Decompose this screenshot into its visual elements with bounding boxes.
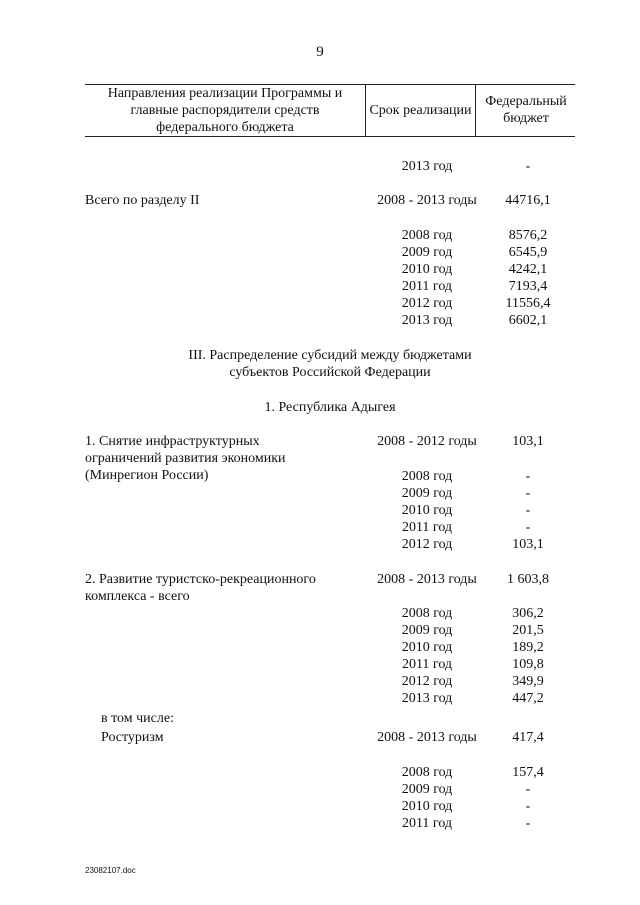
- period-cell: 2011 год: [401, 816, 453, 831]
- value-cell: 103,1: [512, 434, 544, 449]
- value-cell: 447,2: [512, 691, 544, 706]
- value-cell: 4242,1: [508, 262, 548, 277]
- value-cell: 417,4: [512, 730, 544, 745]
- period-cell: 2008 - 2012 годы: [377, 434, 477, 449]
- value-cell: -: [525, 469, 531, 484]
- file-name-footer: 23082107.doc: [85, 866, 136, 875]
- column-header-period: Срок реализации: [369, 102, 472, 118]
- value-cell: 157,4: [512, 765, 544, 780]
- period-cell: 2013 год: [401, 313, 453, 328]
- value-cell: 103,1: [512, 537, 544, 552]
- value-cell: -: [525, 503, 531, 518]
- period-cell: 2009 год: [401, 782, 453, 797]
- section-title: III. Распределение субсидий между бюджетами субъектов Российской Федерации: [188, 348, 472, 380]
- row-label-including: в том числе:: [101, 711, 174, 726]
- page-number: 9: [316, 44, 324, 60]
- period-cell: 2008 год: [401, 469, 453, 484]
- period-cell: 2012 год: [401, 537, 453, 552]
- row-label-tourism: 2. Развитие туристско-рекреационного комплекса - всего: [85, 572, 316, 604]
- value-cell: 11556,4: [505, 296, 551, 311]
- period-cell: 2008 год: [401, 765, 453, 780]
- period-cell: 2008 - 2013 годы: [377, 572, 477, 587]
- value-cell: -: [525, 782, 531, 797]
- period-cell: 2009 год: [401, 623, 453, 638]
- value-cell: 44716,1: [505, 193, 551, 208]
- period-cell: 2011 год: [401, 657, 453, 672]
- column-header-directions: Направления реализации Программы и главные распорядители средств федерального бюджета: [107, 85, 343, 135]
- value-cell: 109,8: [512, 657, 544, 672]
- period-cell: 2008 год: [401, 606, 453, 621]
- value-cell: -: [525, 159, 531, 174]
- row-label-section-total: Всего по разделу II: [85, 193, 200, 208]
- value-cell: -: [525, 816, 531, 831]
- period-cell: 2010 год: [401, 799, 453, 814]
- subsection-title: 1. Республика Адыгея: [264, 400, 396, 415]
- period-cell: 2013 год: [401, 159, 453, 174]
- period-cell: 2008 год: [401, 228, 453, 243]
- value-cell: -: [525, 799, 531, 814]
- value-cell: 8576,2: [508, 228, 548, 243]
- period-cell: 2009 год: [401, 245, 453, 260]
- period-cell: 2012 год: [401, 296, 453, 311]
- period-cell: 2011 год: [401, 279, 453, 294]
- period-cell: 2010 год: [401, 262, 453, 277]
- period-cell: 2010 год: [401, 503, 453, 518]
- column-header-federal-budget: Федеральный бюджет: [485, 94, 567, 126]
- value-cell: 6602,1: [508, 313, 548, 328]
- row-label-infrastructure: 1. Снятие инфраструктурных ограничений развития экономики (Минрегион России): [85, 434, 286, 483]
- value-cell: 1 603,8: [507, 572, 549, 587]
- period-cell: 2008 - 2013 годы: [377, 193, 477, 208]
- period-cell: 2010 год: [401, 640, 453, 655]
- period-cell: 2012 год: [401, 674, 453, 689]
- period-cell: 2013 год: [401, 691, 453, 706]
- value-cell: 6545,9: [508, 245, 548, 260]
- value-cell: 189,2: [512, 640, 544, 655]
- value-cell: 306,2: [512, 606, 544, 621]
- period-cell: 2009 год: [401, 486, 453, 501]
- period-cell: 2011 год: [401, 520, 453, 535]
- value-cell: 7193,4: [508, 279, 548, 294]
- value-cell: -: [525, 520, 531, 535]
- period-cell: 2008 - 2013 годы: [377, 730, 477, 745]
- value-cell: -: [525, 486, 531, 501]
- row-label-rosturizm: Ростуризм: [101, 730, 164, 745]
- value-cell: 201,5: [512, 623, 544, 638]
- value-cell: 349,9: [512, 674, 544, 689]
